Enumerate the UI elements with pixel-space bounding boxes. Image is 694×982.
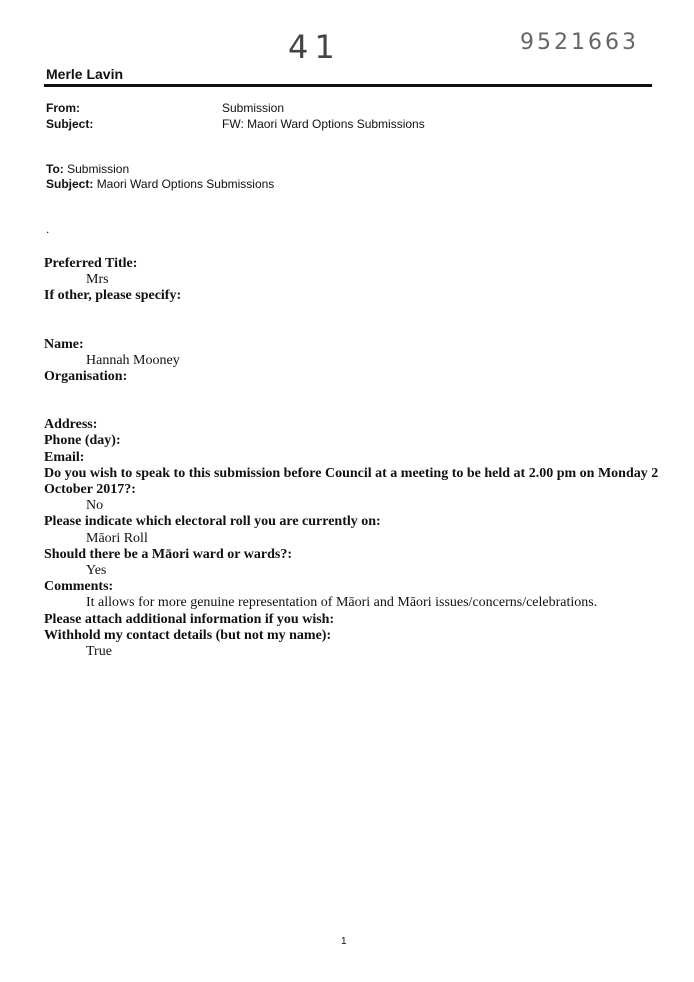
maori-ward-label: Should there be a Māori ward or wards?: (44, 546, 292, 562)
withhold-details-value: True (86, 644, 112, 660)
comments-label: Comments: (44, 579, 114, 595)
handwritten-reference: 9521663 (520, 30, 639, 55)
page-number: 1 (341, 936, 347, 947)
from-label: From: (46, 101, 80, 115)
address-label: Address: (44, 417, 98, 433)
sender-name: Merle Lavin (46, 66, 124, 82)
phone-label: Phone (day): (44, 433, 121, 449)
preferred-title-label: Preferred Title: (44, 256, 138, 271)
subject-value: FW: Maori Ward Options Submissions (222, 117, 425, 131)
to-label: To: (46, 162, 64, 176)
other-title-label: If other, please specify: (44, 288, 182, 304)
electoral-roll-label: Please indicate which electoral roll you are currently on: (44, 514, 381, 530)
forwarded-subject-line (46, 177, 274, 191)
preferred-title-value: Mrs (86, 272, 109, 288)
forwarded-subject-value: Maori Ward Options Submissions (96, 177, 275, 191)
to-value: Submission (67, 162, 130, 176)
speak-answer-value: No (86, 498, 104, 514)
handwritten-number: 41 (288, 28, 341, 66)
marker-dot: . (46, 222, 50, 236)
email-label: Email: (44, 449, 85, 465)
organisation-label: Organisation: (44, 369, 128, 385)
header-rule (44, 84, 652, 87)
comments-value: It allows for more genuine representation of Māori and Māori issues/concerns/celebrations. (86, 595, 598, 611)
speak-question-label: Do you wish to speak to this submission before Council at a meeting to be held at 2.00 pm on Monday 2 October 2017?: (44, 465, 659, 498)
withhold-details-label: Withhold my contact details (but not my name): (44, 627, 332, 643)
electoral-roll-value: Māori Roll (86, 530, 148, 546)
forwarded-subject-label: Subject: (46, 177, 94, 191)
name-value: Hannah Mooney (86, 352, 180, 368)
subject-label: Subject: (46, 117, 94, 131)
attach-info-label: Please attach additional information if you wish: (44, 611, 335, 627)
to-line (46, 162, 129, 176)
from-value: Submission (222, 101, 285, 115)
submission-form (44, 256, 664, 660)
name-label: Name: (44, 336, 84, 352)
maori-ward-value: Yes (86, 563, 107, 579)
